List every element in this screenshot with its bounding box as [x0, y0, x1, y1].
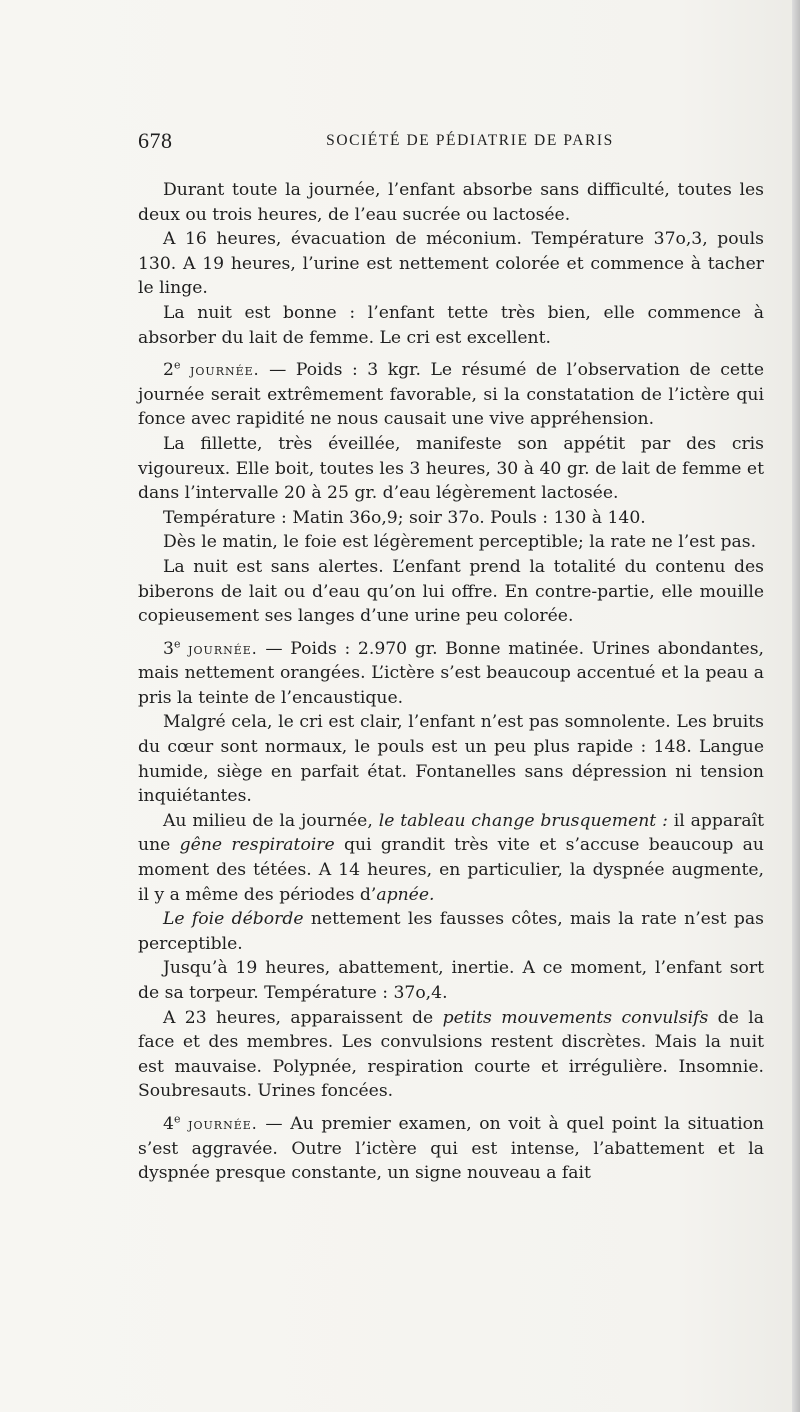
running-header: [138, 128, 762, 156]
italic-run: apnée.: [376, 884, 435, 905]
day-heading: journée.: [188, 1114, 258, 1133]
text-run: nettement les fausses côtes, mais la rate n’est pas perceptible.: [138, 909, 764, 954]
body-text: [138, 178, 764, 1186]
italic-run: petits mouvements convulsifs: [442, 1007, 709, 1028]
page-number: 678: [138, 128, 173, 153]
paragraph-day-3: [138, 637, 764, 711]
ordinal-suffix: e: [173, 636, 181, 650]
paragraph: La nuit est sans alertes. L’enfant prend la totalité du contenu des biberons de lait ou d’eau qu’on lui offre. En contre-partie, elle mouille copieusement ses langes d’une urine peu colorée.: [138, 556, 764, 627]
text-run: qui grandit très vite et s’accuse beaucoup au moment des tétées. A 14 heures, en particulier, la dyspnée augmente, il y a même des périodes d’: [138, 835, 764, 905]
text-run: A 23 heures, apparaissent de: [163, 1007, 443, 1028]
paragraph: A 16 heures, évacuation de méconium. Température 37o,3, pouls 130. A 19 heures, l’urine est nettement colorée et commence à tacher le linge.: [138, 229, 764, 299]
paragraph: La fillette, très éveillée, manifeste son appétit par des cris vigoureux. Elle boit, toutes les 3 heures, 30 à 40 gr. de lait de femme et dans l’intervalle 20 à 25 gr. d’eau légèrement lactosée.: [138, 433, 764, 504]
italic-run: le tableau change brusquement :: [378, 810, 668, 831]
paragraph: Jusqu’à 19 heures, abattement, inertie. A ce moment, l’enfant sort de sa torpeur. Température : 37o,4.: [138, 958, 764, 1003]
paragraph: [138, 907, 764, 956]
day-number: 3: [163, 638, 174, 659]
page-edge: [792, 0, 800, 1412]
italic-run: gêne respiratoire: [179, 835, 335, 856]
day-heading: journée.: [188, 639, 258, 658]
text-run: il apparaît une: [138, 810, 764, 856]
paragraph: [138, 809, 764, 907]
paragraph-text: — Au premier examen, on voit à quel point la situation s’est aggravée. Outre l’ictère qui est intense, l’abattement et la dyspnée presque constante, un signe nouveau a fait: [138, 1113, 764, 1184]
ordinal-suffix: e: [173, 1112, 181, 1126]
paragraph: Dès le matin, le foie est légèrement perceptible; la rate ne l’est pas.: [163, 532, 757, 553]
day-number: 2: [163, 360, 174, 381]
paragraph: [138, 1006, 764, 1104]
paragraph: Température : Matin 36o,9; soir 37o. Pouls : 130 à 140.: [163, 507, 646, 528]
paragraph-text: — Poids : 2.970 gr. Bonne matinée. Urines abondantes, mais nettement orangées. L’ictère s’est beaucoup accentué et la peau a pris la teinte de l’encaustique.: [138, 638, 764, 708]
running-title: SOCIÉTÉ DE PÉDIATRIE DE PARIS: [326, 132, 614, 149]
paragraph-text: — Poids : 3 kgr. Le résumé de l’observation de cette journée serait extrêmement favorable, si la constatation de l’ictère qui fonce avec rapidité ne nous causait une vive appréhension.: [138, 360, 764, 430]
day-number: 4: [163, 1113, 174, 1134]
paragraph: Malgré cela, le cri est clair, l’enfant n’est pas somnolente. Les bruits du cœur sont normaux, le pouls est un peu plus rapide : 148. Langue humide, siège en parfait état. Fontanelles sans dépression ni tension inquiétantes.: [138, 712, 764, 807]
paragraph: La nuit est bonne : l’enfant tette très bien, elle commence à absorber du lait de femme. Le cri est excellent.: [138, 302, 764, 348]
paragraph: Durant toute la journée, l’enfant absorbe sans difficulté, toutes les deux ou trois heures, de l’eau sucrée ou lactosée.: [138, 180, 764, 225]
paragraph-day-4: [138, 1112, 764, 1186]
italic-run: Le foie déborde: [163, 909, 304, 930]
text-run: de la face et des membres. Les convulsions restent discrètes. Mais la nuit est mauvaise. Polypnée, respiration courte et irrégulière. Insomnie. Soubresauts. Urines foncées.: [138, 1007, 764, 1102]
ordinal-suffix: e: [173, 358, 181, 372]
day-heading: journée.: [190, 361, 260, 380]
text-run: Au milieu de la journée,: [163, 810, 379, 831]
paragraph-day-2: [138, 358, 764, 432]
